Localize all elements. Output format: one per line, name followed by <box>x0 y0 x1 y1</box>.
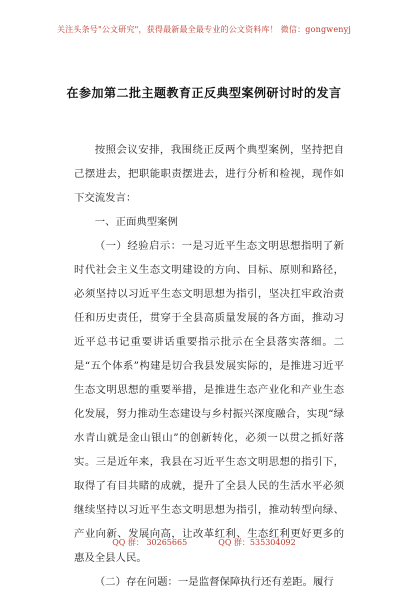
intro-paragraph: 按照会议安排，我围绕正反两个典型案例，坚持把自己摆进去，把职能职责摆进去，进行分析和检视，现作如下交流发言： <box>74 144 344 204</box>
section-heading-positive-case: 一、正面典型案例 <box>94 216 178 228</box>
header-banner: 关注头条号"公文研究"，获得最新最全最专业的公文资料库！ 微信：gongwenyj <box>56 25 352 34</box>
footer-contact <box>0 537 408 548</box>
problems-paragraph: （二）存在问题：一是监督保障执行还有差距。履行 <box>94 576 334 588</box>
document-body <box>74 138 344 594</box>
qq-group-1: QQ 群： 30265665 <box>112 538 188 547</box>
experience-paragraph: （一）经验启示：一是习近平生态文明思想指明了新时代社会主义生态文明建设的方向、目标、原则和路径，必须坚持以习近平生态文明思想为指引，坚决扛牢政治责任和历史责任，贯穿于全县高质量发展的各方面，推动习近平总书记重要讲话重要指示批示在全县落实落细。二是“五个体系”构建是切合我县发展实际的，是推进习近平生态文明思想的重要举措，是推进生态产业化和产业生态化发展，努力推动生态建设与乡村振兴深度融合，实现“绿水青山就是金山银山”的创新转化，必须一以贯之抓好落实。三是近年来，我县在习近平生态文明思想的指引下，取得了有目共睹的成就，提升了全县人民的生活水平必须继续坚持以习近平生态文明思想为指引，推动转型向绿、产业向新、发展向高，让改革红利、生态红利更好更多的惠及全县人民。 <box>74 240 344 564</box>
document-title: 在参加第二批主题教育正反典型案例研讨时的发言 <box>66 86 342 100</box>
qq-group-2: QQ 群：535304092 <box>218 538 296 547</box>
